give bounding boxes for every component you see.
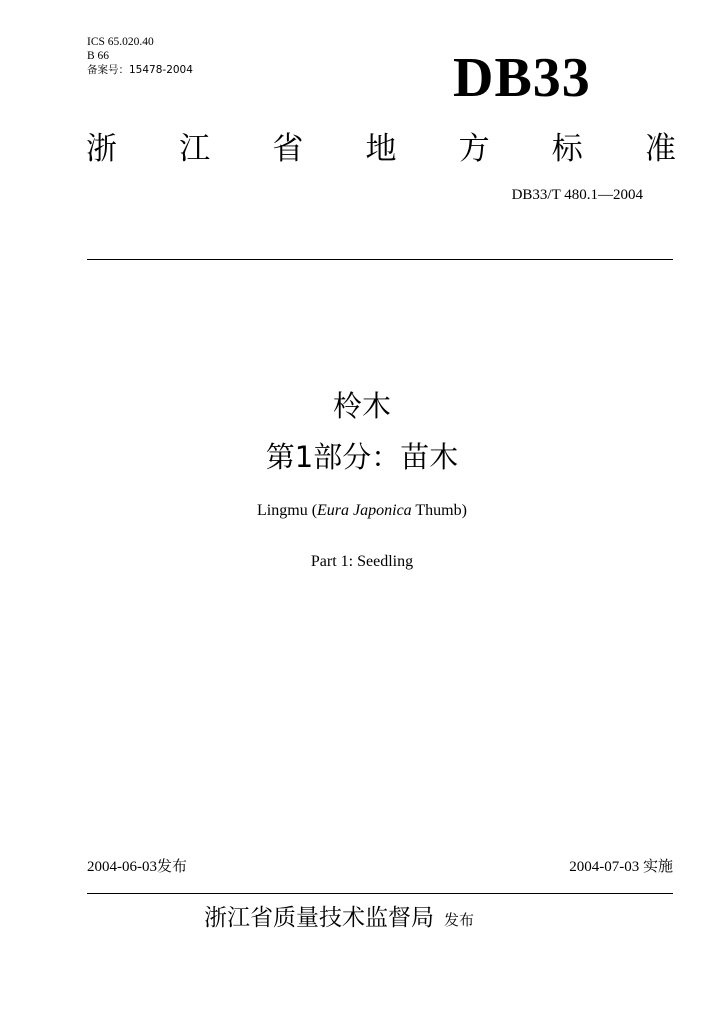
ics-code: ICS 65.020.40 xyxy=(87,36,154,48)
standard-type-title xyxy=(86,127,676,171)
issue-date xyxy=(87,855,187,876)
english-title-italic: Eura Japonica xyxy=(317,502,412,519)
standard-type-char: 江 xyxy=(179,131,211,167)
standard-type-char: 地 xyxy=(365,131,397,167)
implement-date-label: 实施 xyxy=(642,857,673,875)
issue-date-value: 2004-06-03 xyxy=(87,859,157,875)
document-title: 柃木 xyxy=(332,389,391,423)
bottom-divider xyxy=(87,893,673,894)
publisher-name: 浙江省质量技术监督局 xyxy=(204,905,434,931)
implement-date xyxy=(569,855,673,876)
top-divider xyxy=(87,259,673,260)
standard-type-char: 准 xyxy=(644,131,676,167)
publisher xyxy=(204,902,474,936)
db-code: DB33 xyxy=(453,47,591,109)
standard-type-char: 省 xyxy=(272,131,304,167)
class-code: B 66 xyxy=(87,50,110,62)
implement-date-value: 2004-07-03 xyxy=(569,859,640,875)
english-title-suffix: Thumb) xyxy=(411,502,467,519)
standard-type-char: 浙 xyxy=(86,131,117,167)
english-title-prefix: Lingmu ( xyxy=(257,502,318,519)
publisher-action: 发布 xyxy=(444,911,475,929)
standard-type-char: 方 xyxy=(458,131,490,167)
issue-date-label: 发布 xyxy=(157,857,188,875)
english-part-title: Part 1: Seedling xyxy=(310,553,414,570)
english-title xyxy=(0,502,724,520)
standard-number: DB33/T 480.1—2004 xyxy=(511,187,643,203)
filing-number: 备案号：15478-2004 xyxy=(87,64,193,76)
document-part-title: 第1部分：苗木 xyxy=(265,440,459,474)
standard-type-char: 标 xyxy=(551,131,583,167)
